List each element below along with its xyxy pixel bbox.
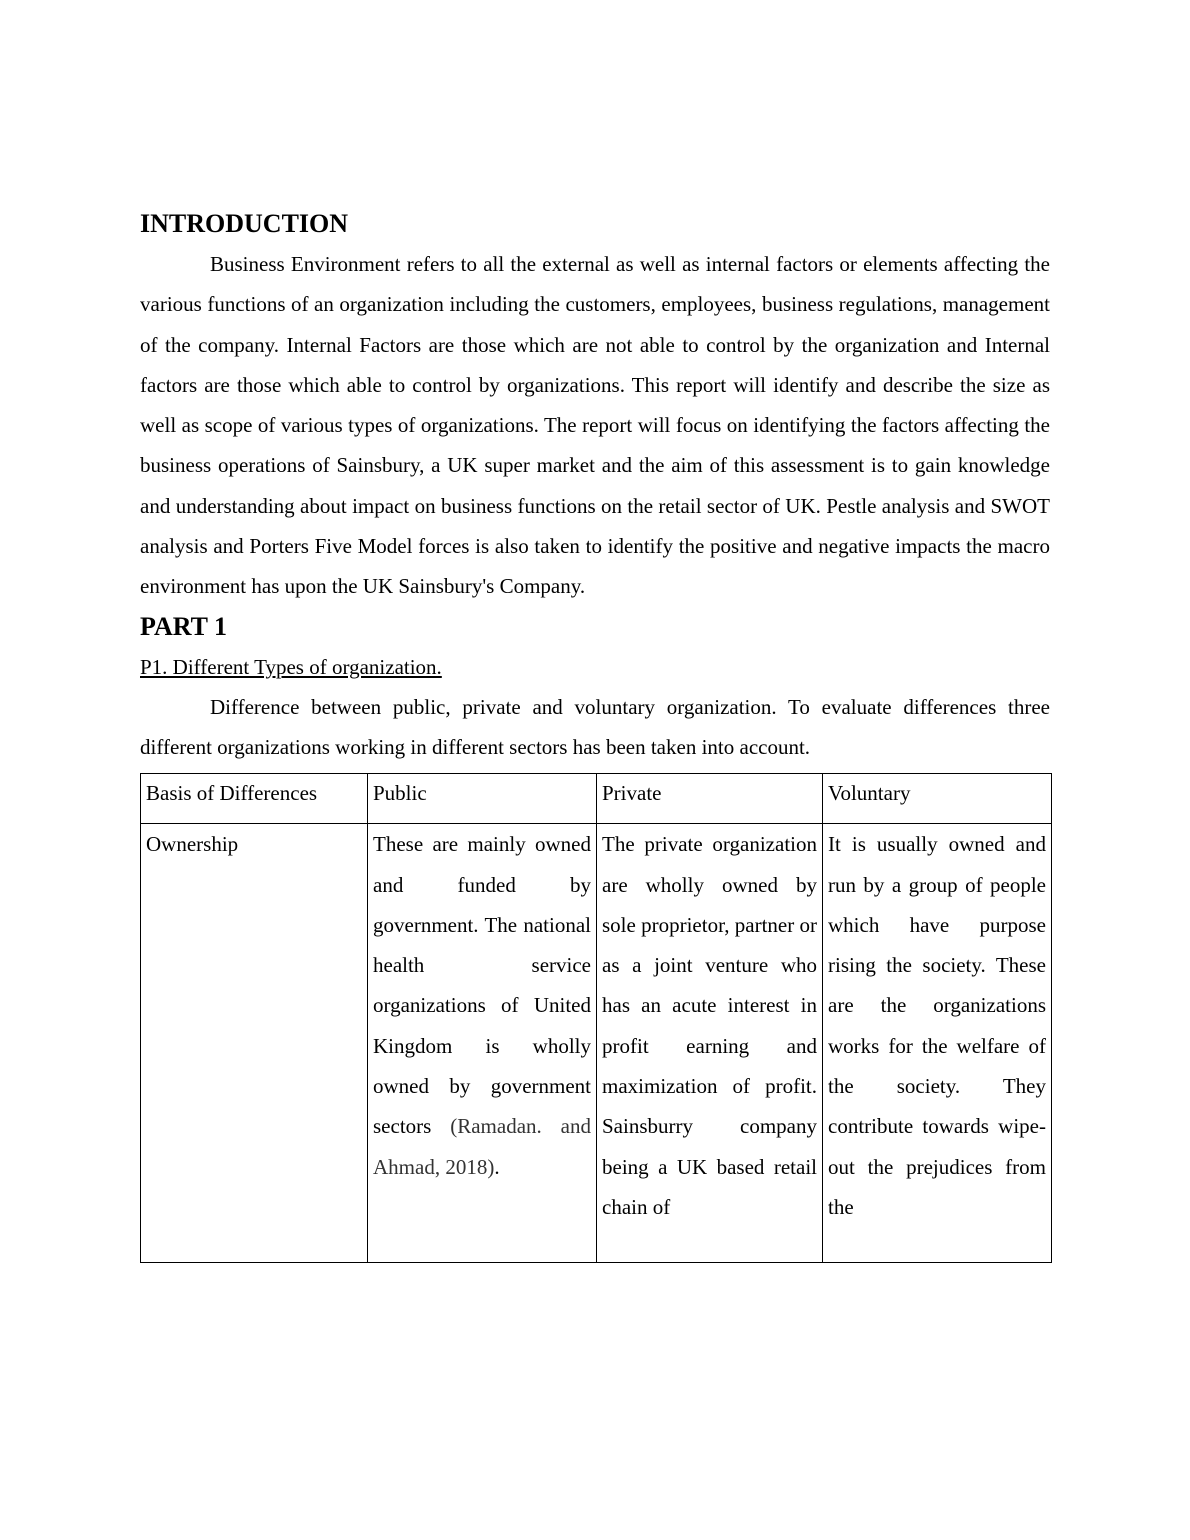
- cell-voluntary-text: It is usually owned and run by a group of people which have purpose rising the society. These are the organizations works for the welfare of the society. They contribute towards wipe-out the prejudices from the: [828, 832, 1046, 1219]
- public-citation: (Ramadan. and Ahmad, 2018): [373, 1114, 592, 1179]
- cell-private: [597, 824, 823, 1263]
- header-basis: Basis of Differences: [141, 774, 368, 824]
- public-end: .: [494, 1154, 500, 1179]
- differences-table: [140, 773, 1052, 1263]
- header-private: Private: [597, 774, 823, 824]
- header-public: Public: [368, 774, 597, 824]
- part1-paragraph: Difference between public, private and voluntary organization. To evaluate differences three different organizations working in different sectors has been taken into account.: [140, 694, 1050, 759]
- cell-public: [368, 824, 597, 1263]
- part1-subheading: P1. Different Types of organization.: [140, 654, 442, 679]
- part1-heading: PART 1: [140, 611, 227, 641]
- table-row: [141, 824, 1052, 1263]
- cell-basis: Ownership: [141, 824, 368, 1263]
- cell-voluntary: [823, 824, 1052, 1263]
- introduction-paragraph: Business Environment refers to all the external as well as internal factors or elements affecting the various functions of an organization including the customers, employees, business regulations, management of the company. Internal Factors are those which are not able to control by the organization and Internal factors are those which able to control by organizations. This report will identify and describe the size as well as scope of various types of organizations. The report will focus on identifying the factors affecting the business operations of Sainsbury, a UK super market and the aim of this assessment is to gain knowledge and understanding about impact on business functions on the retail sector of UK. Pestle analysis and SWOT analysis and Porters Five Model forces is also taken to identify the positive and negative impacts the macro environment has upon the UK Sainsbury's Company.: [140, 252, 1050, 599]
- public-main-text: These are mainly owned and funded by government. The national health service organizations of United Kingdom is wholly owned by government sectors: [373, 832, 591, 1139]
- cell-private-text: The private organization are wholly owned by sole proprietor, partner or as a joint venture who has an acute interest in profit earning and maximization of profit. Sainsburry company being a UK based retail chain of: [602, 832, 817, 1219]
- document-content: [140, 204, 1050, 1263]
- table-header-row: [141, 774, 1052, 824]
- introduction-heading: INTRODUCTION: [140, 209, 349, 238]
- header-voluntary: Voluntary: [823, 774, 1052, 824]
- cell-public-text: [373, 824, 591, 1187]
